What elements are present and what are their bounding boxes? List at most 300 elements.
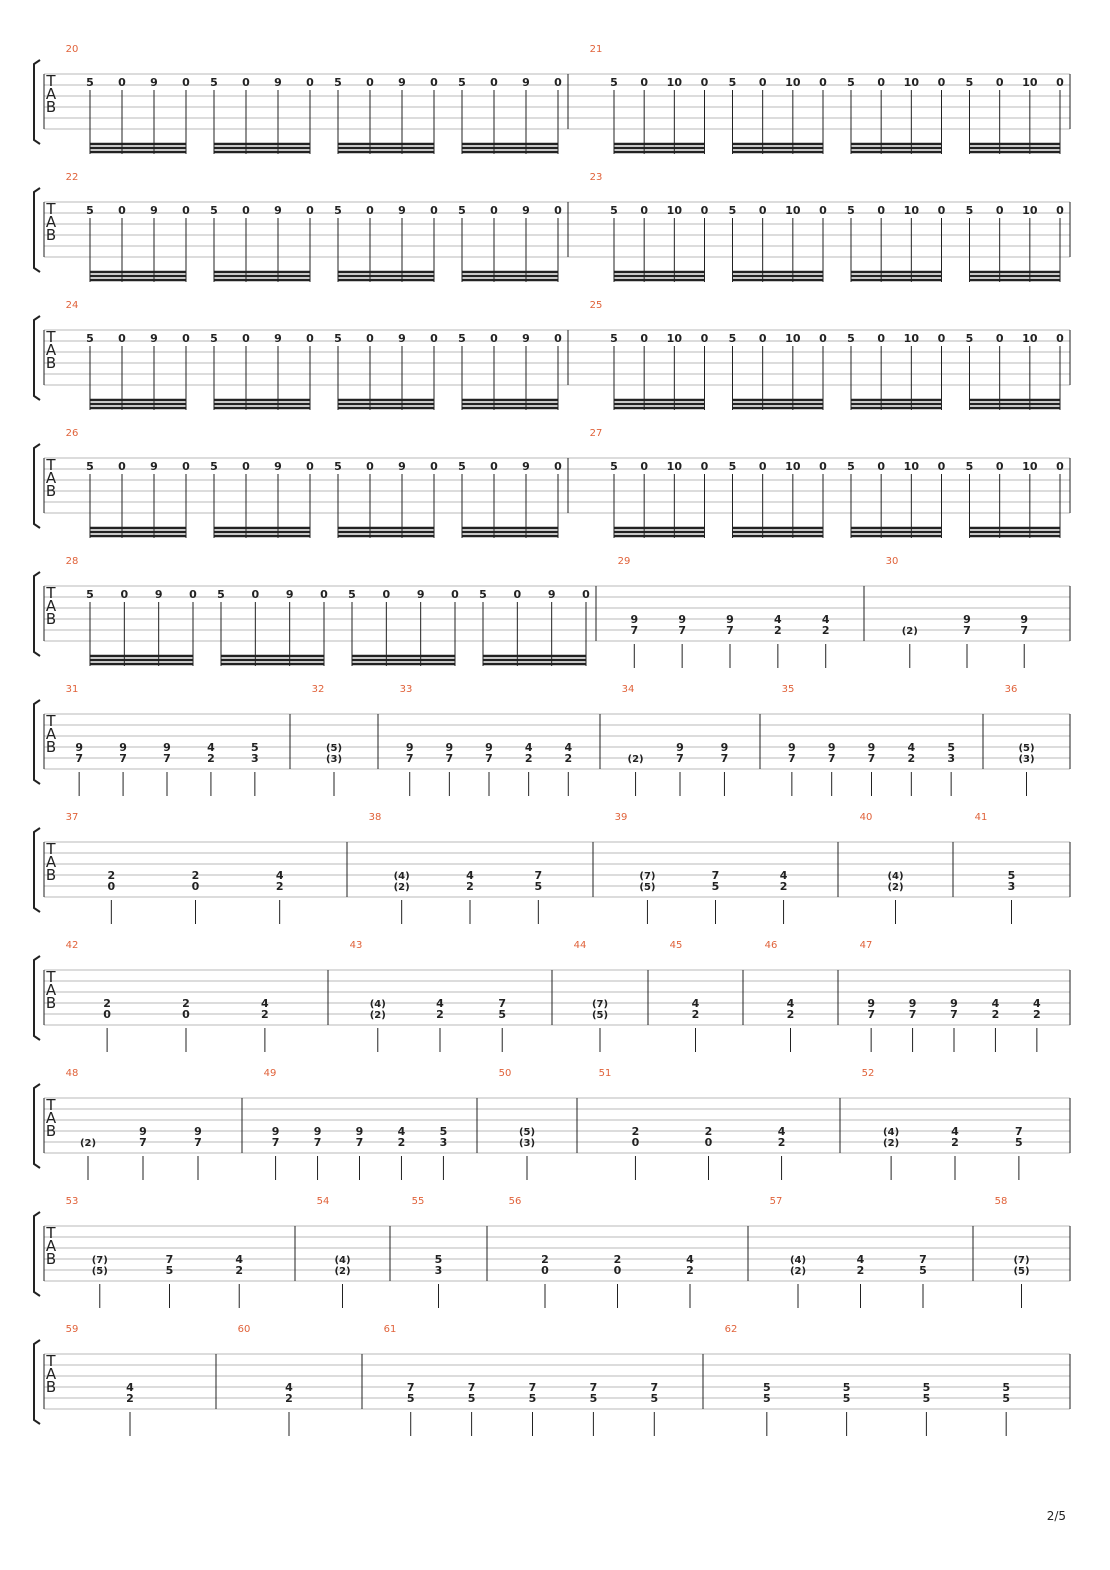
fret-number: (5): [91, 1266, 108, 1277]
measure-number: 46: [764, 940, 778, 951]
tab-clef-letter: A: [45, 981, 57, 999]
fret-number: 5: [458, 76, 466, 89]
fret-number: 5: [334, 332, 342, 345]
measure-number: 47: [859, 940, 873, 951]
fret-number: 9: [274, 76, 282, 89]
fret-number: 0: [306, 76, 314, 89]
fret-number: 2: [704, 1125, 713, 1138]
fret-number: 0: [430, 460, 438, 473]
fret-number: 7: [528, 1381, 537, 1394]
fret-number: 4: [786, 997, 795, 1010]
fret-number: 2: [275, 880, 284, 893]
staff-bracket: [34, 1212, 40, 1296]
fret-number: 0: [242, 76, 250, 89]
fret-number: 7: [919, 1253, 927, 1266]
fret-number: 9: [139, 1125, 147, 1138]
fret-number: 4: [856, 1253, 865, 1266]
fret-number: 0: [366, 204, 374, 217]
fret-number: 7: [711, 869, 720, 882]
tab-clef-letter: T: [46, 72, 56, 90]
fret-number: 0: [182, 460, 190, 473]
measure-number: 58: [994, 1196, 1008, 1207]
fret-number: 10: [1022, 460, 1038, 473]
fret-number: 0: [490, 332, 498, 345]
fret-number: 2: [207, 752, 215, 765]
measure-number: 59: [65, 1324, 79, 1335]
tab-clef-letter: T: [46, 840, 56, 858]
fret-number: 5: [210, 204, 218, 217]
fret-number: 3: [1007, 880, 1016, 893]
fret-number: 0: [631, 1136, 640, 1149]
fret-number: 7: [678, 624, 686, 637]
fret-number: 5: [86, 460, 94, 473]
fret-number: 2: [631, 1125, 640, 1138]
fret-number: (5): [1018, 743, 1035, 754]
fret-number: 7: [498, 997, 507, 1010]
fret-number: 0: [118, 460, 126, 473]
measure-number: 44: [573, 940, 587, 951]
fret-number: 0: [490, 204, 498, 217]
fret-number: 5: [847, 460, 855, 473]
fret-number: 10: [903, 204, 919, 217]
measure-number: 31: [65, 684, 79, 695]
fret-number: 5: [610, 204, 618, 217]
fret-number: 0: [937, 76, 946, 89]
measure-number: 29: [617, 556, 631, 567]
fret-number: 7: [630, 624, 639, 637]
tab-clef-letter: T: [46, 968, 56, 986]
fret-number: 0: [451, 588, 459, 601]
fret-number: 10: [1022, 332, 1038, 345]
staff-bracket: [34, 316, 40, 400]
measure-number: 37: [65, 812, 79, 823]
page-number: 2/5: [1046, 1509, 1066, 1523]
fret-number: 4: [779, 869, 788, 882]
fret-number: 5: [847, 332, 855, 345]
measure-number: 34: [621, 684, 635, 695]
fret-number: 5: [847, 204, 855, 217]
fret-number: 0: [1056, 332, 1064, 345]
fret-number: 0: [640, 460, 648, 473]
fret-number: 0: [242, 332, 250, 345]
fret-number: 5: [458, 332, 466, 345]
fret-number: 7: [788, 752, 796, 765]
fret-number: 2: [126, 1392, 134, 1405]
fret-number: 0: [995, 460, 1004, 473]
tab-clef-letter: A: [45, 1109, 57, 1127]
fret-number: 9: [522, 332, 530, 345]
fret-number: (2): [883, 1138, 900, 1149]
fret-number: 0: [182, 204, 190, 217]
fret-number: 7: [467, 1381, 476, 1394]
fret-number: 2: [907, 752, 916, 765]
measure-number: 60: [237, 1324, 251, 1335]
measure-number: 48: [65, 1068, 79, 1079]
fret-number: 5: [534, 880, 543, 893]
tab-clef-letter: B: [45, 866, 57, 884]
fret-number: 9: [720, 741, 729, 754]
fret-number: 0: [366, 460, 374, 473]
staff-bracket: [34, 1084, 40, 1168]
fret-number: 7: [720, 752, 729, 765]
fret-number: 5: [528, 1392, 537, 1405]
fret-number: 9: [285, 588, 294, 601]
fret-number: 0: [758, 332, 767, 345]
fret-number: 2: [991, 1008, 1000, 1021]
fret-number: 5: [334, 76, 342, 89]
fret-number: 9: [274, 460, 282, 473]
fret-number: 7: [867, 1008, 875, 1021]
fret-number: 5: [86, 332, 94, 345]
fret-number: 9: [274, 332, 282, 345]
fret-number: 9: [194, 1125, 202, 1138]
measure-number: 57: [769, 1196, 783, 1207]
fret-number: 5: [610, 332, 618, 345]
fret-number: 9: [416, 588, 425, 601]
fret-number: 4: [207, 741, 215, 754]
fret-number: 9: [398, 204, 406, 217]
fret-number: 2: [564, 752, 573, 765]
fret-number: 0: [118, 204, 126, 217]
fret-number: 5: [728, 332, 737, 345]
fret-number: 0: [1056, 76, 1064, 89]
measure-number: 51: [598, 1068, 612, 1079]
fret-number: 5: [1015, 1136, 1023, 1149]
fret-number: 10: [666, 460, 682, 473]
fret-number: 0: [640, 332, 648, 345]
fret-number: 0: [242, 460, 250, 473]
fret-number: (4): [883, 1127, 900, 1138]
fret-number: (4): [334, 1255, 351, 1266]
fret-number: 5: [922, 1381, 931, 1394]
fret-number: 5: [762, 1392, 771, 1405]
measure-number: 25: [589, 300, 603, 311]
fret-number: 5: [842, 1381, 851, 1394]
fret-number: (7): [591, 999, 609, 1010]
fret-number: 5: [650, 1392, 659, 1405]
fret-number: 9: [445, 741, 454, 754]
tab-clef-letter: B: [45, 354, 57, 372]
fret-number: 0: [554, 76, 562, 89]
fret-number: 7: [194, 1136, 202, 1149]
fret-number: 4: [275, 869, 284, 882]
fret-number: 0: [995, 332, 1004, 345]
measure-number: 61: [383, 1324, 397, 1335]
fret-number: 4: [397, 1125, 406, 1138]
fret-number: (3): [325, 754, 343, 765]
fret-number: 2: [779, 880, 788, 893]
fret-number: 7: [950, 1008, 958, 1021]
fret-number: 0: [613, 1264, 622, 1277]
tab-clef-letter: A: [45, 597, 57, 615]
fret-number: 4: [524, 741, 533, 754]
fret-number: 0: [704, 1136, 713, 1149]
fret-number: 0: [1056, 460, 1064, 473]
fret-number: 9: [75, 741, 83, 754]
fret-number: 5: [610, 460, 618, 473]
fret-number: 9: [522, 76, 530, 89]
fret-number: 4: [991, 997, 1000, 1010]
fret-number: 0: [1056, 204, 1064, 217]
fret-number: 5: [1007, 869, 1016, 882]
fret-number: 4: [235, 1253, 244, 1266]
fret-number: 7: [163, 752, 171, 765]
measure-number: 28: [65, 556, 79, 567]
measure-number: 45: [669, 940, 683, 951]
fret-number: 9: [355, 1125, 364, 1138]
fret-number: 7: [445, 752, 454, 765]
tab-clef-letter: B: [45, 610, 57, 628]
fret-number: 7: [908, 1008, 917, 1021]
fret-number: 5: [498, 1008, 507, 1021]
tab-clef-letter: B: [45, 994, 57, 1012]
fret-number: 0: [554, 204, 562, 217]
measure-number: 55: [411, 1196, 425, 1207]
fret-number: 2: [285, 1392, 293, 1405]
fret-number: 3: [434, 1264, 443, 1277]
fret-number: (4): [789, 1255, 807, 1266]
fret-number: 5: [728, 460, 737, 473]
tab-clef-letter: T: [46, 328, 56, 346]
fret-number: 2: [191, 869, 200, 882]
fret-number: 0: [182, 332, 190, 345]
fret-number: 9: [867, 997, 875, 1010]
fret-number: 4: [686, 1253, 694, 1266]
fret-number: 2: [821, 624, 830, 637]
tab-clef-letter: T: [46, 1224, 56, 1242]
fret-number: 0: [758, 204, 767, 217]
tab-clef-letter: A: [45, 725, 57, 743]
fret-number: 10: [666, 332, 682, 345]
fret-number: 4: [951, 1125, 959, 1138]
measure-number: 36: [1004, 684, 1018, 695]
fret-number: (5): [1013, 1266, 1030, 1277]
measure-number: 32: [311, 684, 325, 695]
fret-number: 5: [334, 204, 342, 217]
measure-number: 24: [65, 300, 79, 311]
fret-number: 10: [903, 332, 919, 345]
fret-number: (4): [393, 871, 410, 882]
fret-number: 7: [650, 1381, 659, 1394]
fret-number: 5: [711, 880, 720, 893]
fret-number: 0: [819, 460, 827, 473]
fret-number: 7: [726, 624, 734, 637]
fret-number: 5: [728, 76, 737, 89]
tab-clef-letter: T: [46, 456, 56, 474]
fret-number: 5: [406, 1392, 415, 1405]
fret-number: 5: [439, 1125, 448, 1138]
fret-number: (5): [591, 1010, 609, 1021]
measure-number: 23: [589, 172, 603, 183]
fret-number: 0: [242, 204, 250, 217]
fret-number: 0: [995, 204, 1004, 217]
fret-number: 5: [86, 76, 94, 89]
tab-clef-letter: T: [46, 1096, 56, 1114]
fret-number: 9: [963, 613, 971, 626]
fret-number: 5: [467, 1392, 476, 1405]
measure-number: 56: [508, 1196, 522, 1207]
fret-number: 0: [640, 204, 648, 217]
fret-number: 0: [758, 460, 767, 473]
measure-number: 21: [589, 44, 603, 55]
staff-bracket: [34, 828, 40, 912]
fret-number: 5: [210, 460, 218, 473]
fret-number: 7: [485, 752, 493, 765]
fret-number: 9: [119, 741, 127, 754]
fret-number: 2: [107, 869, 116, 882]
staff-bracket: [34, 956, 40, 1040]
fret-number: 7: [165, 1253, 174, 1266]
tab-clef-letter: A: [45, 213, 57, 231]
fret-number: 7: [1020, 624, 1029, 637]
fret-number: 5: [210, 76, 218, 89]
fret-number: 10: [666, 204, 682, 217]
fret-number: 9: [398, 76, 406, 89]
fret-number: 5: [847, 76, 855, 89]
fret-number: 5: [165, 1264, 174, 1277]
fret-number: 5: [251, 741, 259, 754]
fret-number: 2: [235, 1264, 244, 1277]
fret-number: 9: [1020, 613, 1029, 626]
fret-number: 10: [666, 76, 682, 89]
fret-number: (2): [79, 1138, 97, 1149]
fret-number: 4: [777, 1125, 786, 1138]
measure-number: 22: [65, 172, 79, 183]
fret-number: 5: [965, 332, 974, 345]
fret-number: 0: [306, 204, 314, 217]
tab-clef-letter: T: [46, 584, 56, 602]
fret-number: 0: [937, 460, 946, 473]
measure-number: 39: [614, 812, 628, 823]
fret-number: 0: [306, 332, 314, 345]
fret-number: 0: [490, 460, 498, 473]
fret-number: 4: [261, 997, 269, 1010]
fret-number: 5: [1002, 1381, 1011, 1394]
tab-clef-letter: A: [45, 85, 57, 103]
fret-number: 9: [630, 613, 639, 626]
fret-number: 2: [524, 752, 533, 765]
fret-number: 5: [728, 204, 737, 217]
fret-number: 2: [691, 1008, 700, 1021]
fret-number: 0: [937, 332, 946, 345]
fret-number: 5: [210, 332, 218, 345]
fret-number: 9: [522, 204, 530, 217]
fret-number: 9: [398, 460, 406, 473]
fret-number: (5): [325, 743, 343, 754]
measure-number: 42: [65, 940, 79, 951]
fret-number: 5: [458, 460, 466, 473]
fret-number: 5: [610, 76, 618, 89]
fret-number: 10: [785, 76, 801, 89]
fret-number: 2: [856, 1264, 865, 1277]
fret-number: (2): [393, 882, 410, 893]
fret-number: (2): [334, 1266, 351, 1277]
fret-number: 0: [320, 588, 328, 601]
fret-number: 2: [777, 1136, 786, 1149]
fret-number: 0: [877, 76, 885, 89]
fret-number: 3: [947, 752, 955, 765]
fret-number: 10: [785, 460, 801, 473]
fret-number: 4: [774, 613, 782, 626]
tab-clef-letter: B: [45, 1122, 57, 1140]
tab-clef-letter: B: [45, 482, 57, 500]
fret-number: 9: [908, 997, 917, 1010]
fret-number: 2: [613, 1253, 622, 1266]
fret-number: (4): [369, 999, 386, 1010]
fret-number: 5: [965, 460, 974, 473]
fret-number: 2: [182, 997, 190, 1010]
fret-number: 5: [348, 588, 356, 601]
fret-number: 5: [842, 1392, 851, 1405]
tab-clef-letter: T: [46, 200, 56, 218]
tab-clef-letter: A: [45, 469, 57, 487]
fret-number: (5): [518, 1127, 536, 1138]
fret-number: 9: [827, 741, 836, 754]
tab-clef-letter: A: [45, 853, 57, 871]
fret-number: 4: [1033, 997, 1041, 1010]
fret-number: 3: [439, 1136, 448, 1149]
tab-clef-letter: B: [45, 98, 57, 116]
fret-number: 5: [965, 204, 974, 217]
fret-number: 7: [139, 1136, 147, 1149]
fret-number: 0: [513, 588, 522, 601]
fret-number: 7: [867, 752, 876, 765]
fret-number: 5: [334, 460, 342, 473]
tab-clef-letter: B: [45, 1250, 57, 1268]
fret-number: 0: [430, 76, 438, 89]
measure-number: 30: [885, 556, 899, 567]
tab-clef-letter: B: [45, 738, 57, 756]
measure-number: 43: [349, 940, 363, 951]
fret-number: 5: [458, 204, 466, 217]
fret-number: 0: [191, 880, 200, 893]
fret-number: 0: [877, 332, 885, 345]
fret-number: 0: [819, 332, 827, 345]
measure-number: 52: [861, 1068, 875, 1079]
fret-number: 3: [251, 752, 259, 765]
fret-number: 7: [313, 1136, 322, 1149]
staff-bracket: [34, 1340, 40, 1424]
fret-number: 10: [785, 332, 801, 345]
fret-number: 5: [479, 588, 487, 601]
fret-number: 9: [547, 588, 556, 601]
fret-number: 10: [903, 460, 919, 473]
fret-number: 7: [355, 1136, 364, 1149]
staff-bracket: [34, 700, 40, 784]
measure-number: 35: [781, 684, 795, 695]
fret-number: 5: [217, 588, 225, 601]
fret-number: 10: [785, 204, 801, 217]
fret-number: 9: [398, 332, 406, 345]
fret-number: 7: [534, 869, 543, 882]
fret-number: (7): [91, 1255, 108, 1266]
fret-number: 9: [163, 741, 171, 754]
fret-number: 2: [786, 1008, 795, 1021]
fret-number: 9: [150, 76, 158, 89]
fret-number: 0: [306, 460, 314, 473]
fret-number: 9: [867, 741, 876, 754]
measure-number: 41: [974, 812, 988, 823]
fret-number: 7: [271, 1136, 280, 1149]
fret-number: 9: [271, 1125, 280, 1138]
fret-number: 9: [313, 1125, 322, 1138]
fret-number: 0: [937, 204, 946, 217]
fret-number: 5: [762, 1381, 771, 1394]
measure-number: 33: [399, 684, 413, 695]
staff-bracket: [34, 188, 40, 272]
fret-number: 0: [103, 1008, 111, 1021]
tab-clef-letter: B: [45, 226, 57, 244]
